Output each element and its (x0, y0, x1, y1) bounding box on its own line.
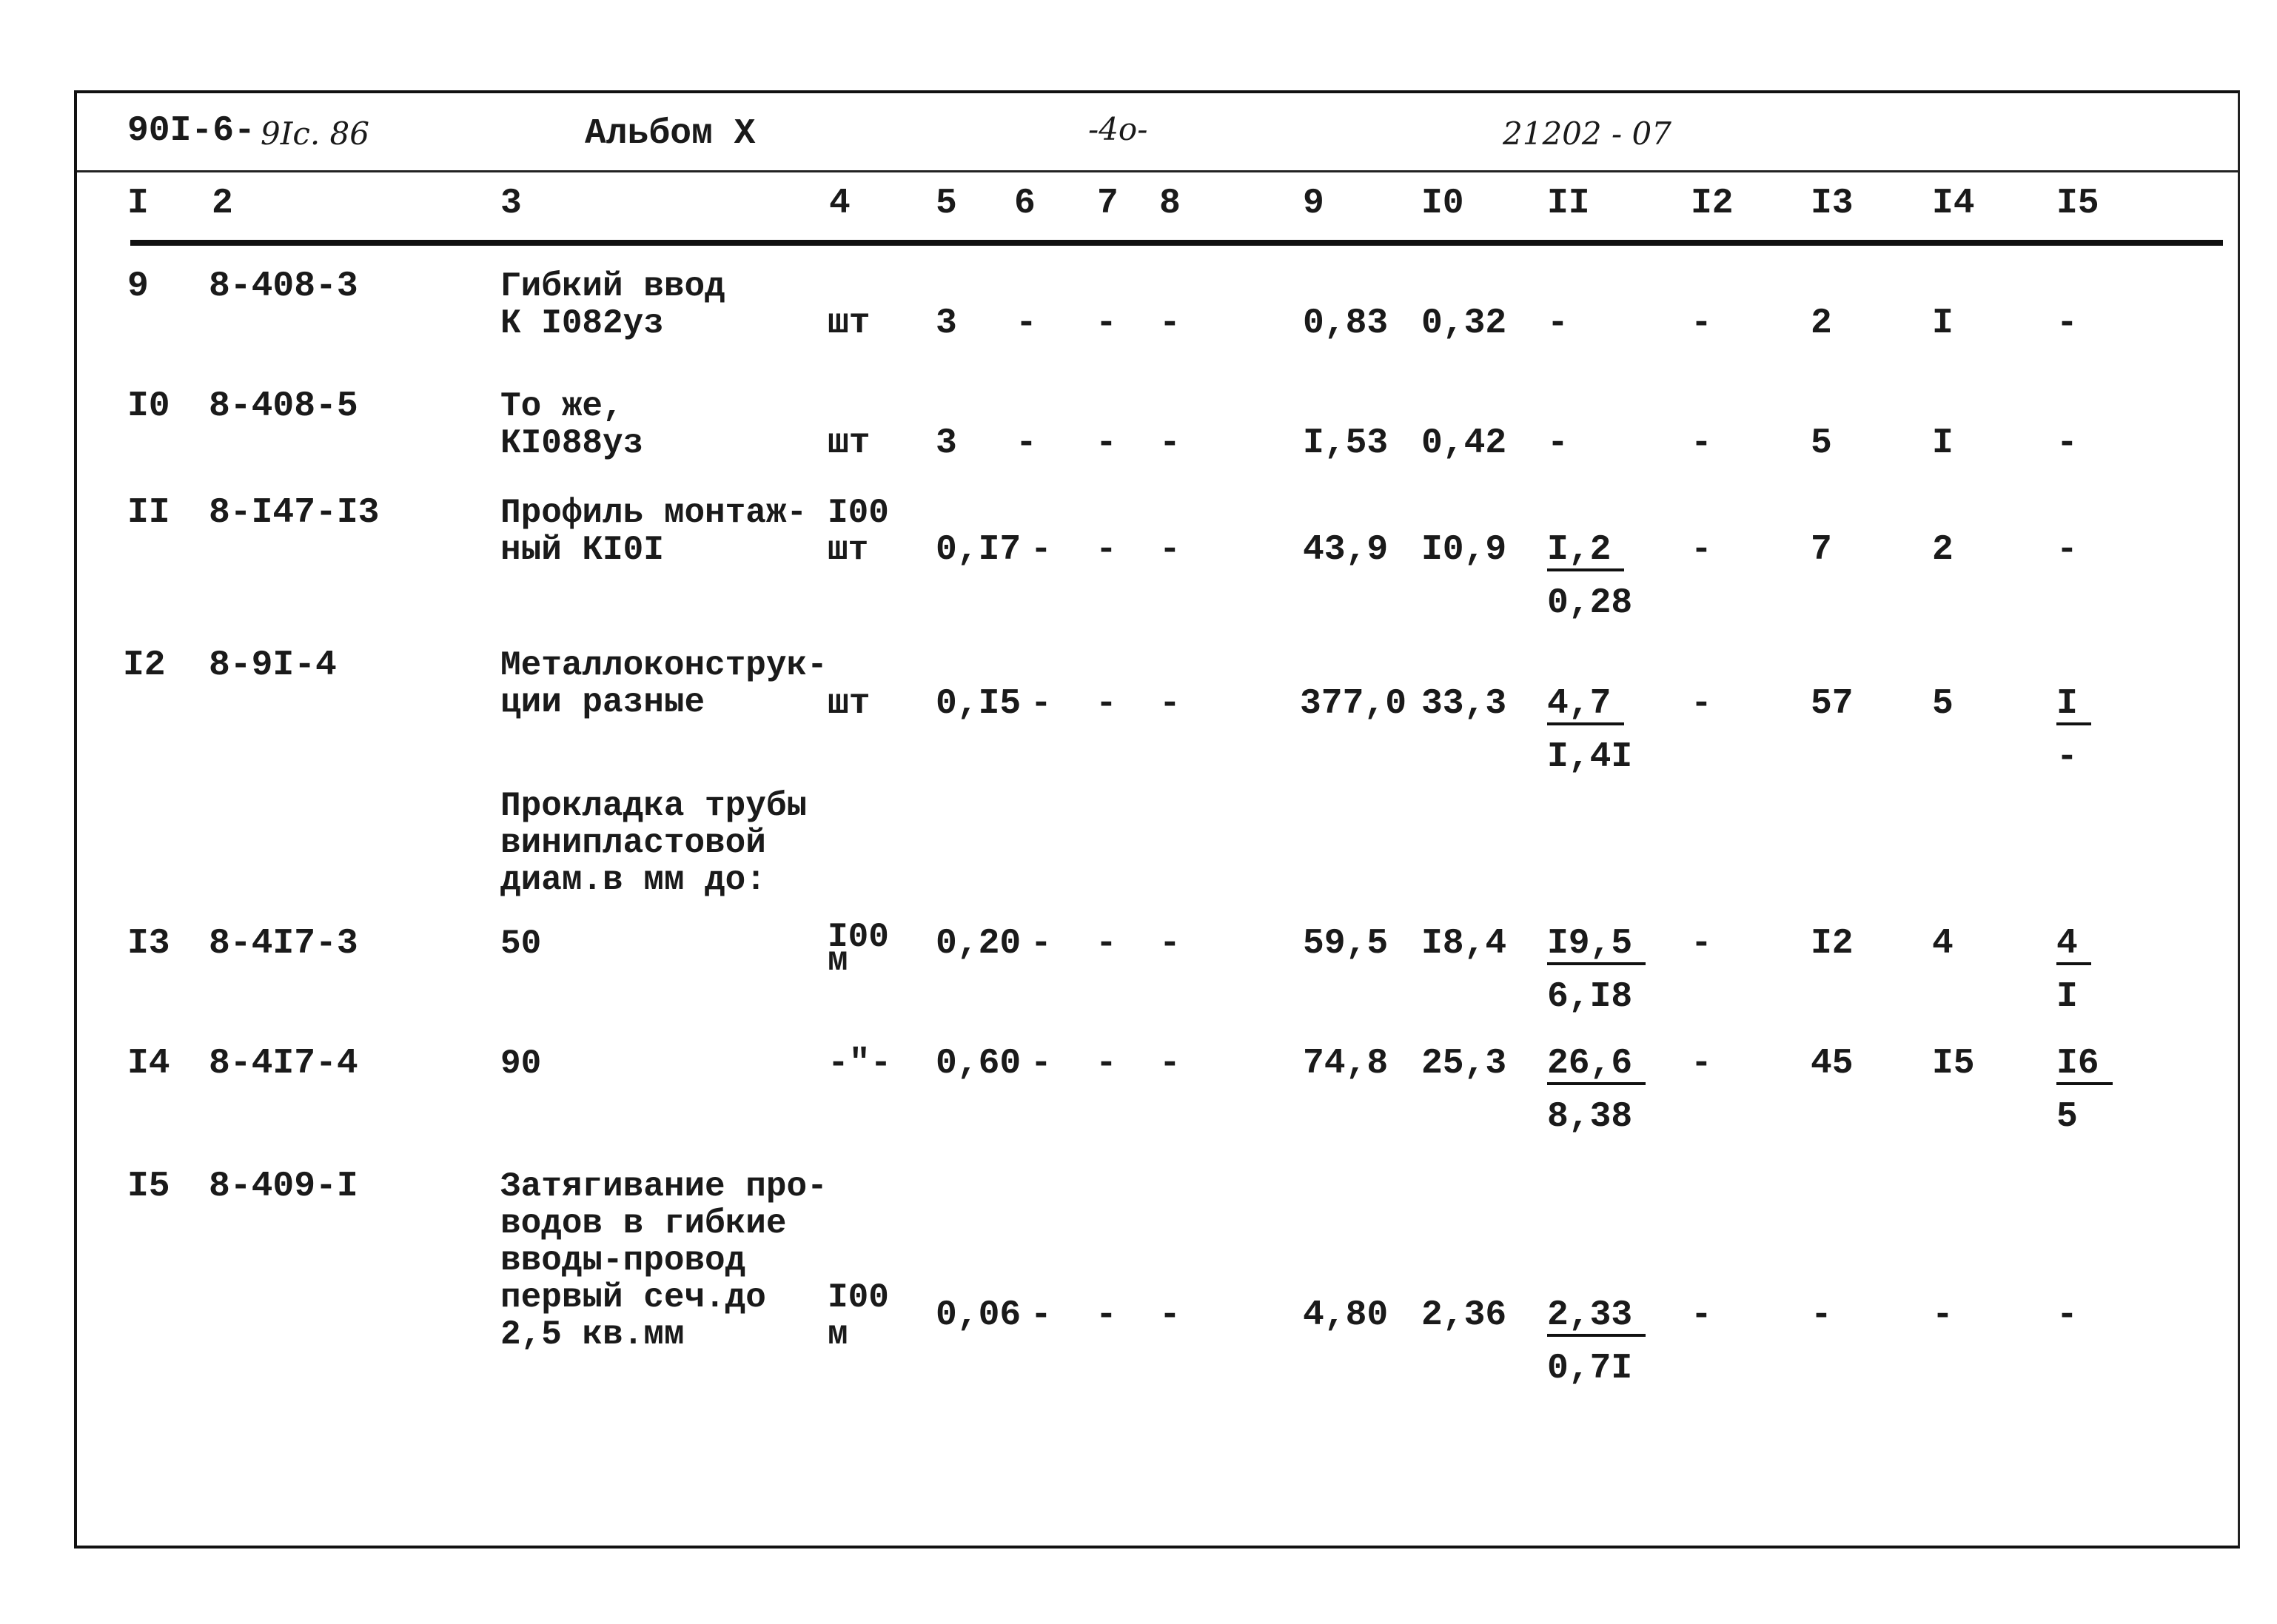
row-col11: - (1547, 423, 1569, 463)
row-code: 8-4I7-4 (209, 1044, 358, 1084)
row-col14: I (1932, 303, 1954, 343)
row-col11-fraction (1547, 925, 1646, 1016)
row-col9: 74,8 (1303, 1044, 1389, 1084)
fraction-numerator: I6 (2056, 1045, 2113, 1085)
album-title: Альбом X (585, 114, 756, 154)
row-col13: 2 (1811, 303, 1832, 343)
row-description: Гибкий ввод К I082уз (500, 267, 725, 343)
row-col13: 45 (1811, 1044, 1854, 1084)
fraction-numerator: I9,5 (1547, 925, 1646, 965)
fraction-denominator: 5 (2056, 1097, 2078, 1137)
row-col7: - (1096, 303, 1117, 343)
row-col9: 0,83 (1303, 303, 1389, 343)
col-header-10: I0 (1421, 184, 1464, 224)
row-col10: 0,32 (1421, 303, 1507, 343)
row-col15: - (2056, 1295, 2078, 1335)
row-col10: 2,36 (1421, 1295, 1507, 1335)
row-col14: - (1932, 1295, 1954, 1335)
row-code: 8-409-I (209, 1167, 358, 1207)
row-number: I5 (127, 1167, 170, 1207)
row-description: 90 (500, 1044, 542, 1083)
row-unit: шт (828, 303, 871, 343)
row-col9: 43,9 (1303, 530, 1389, 570)
fraction-denominator: I,4I (1547, 737, 1633, 777)
row-col8: - (1159, 1295, 1181, 1335)
row-col10: 25,3 (1421, 1044, 1507, 1084)
row-col8: - (1159, 684, 1181, 724)
row-col8: - (1159, 924, 1181, 964)
row-col9: I,53 (1303, 423, 1389, 463)
row-col6: - (1016, 303, 1037, 343)
row-unit: I00 м (828, 1278, 889, 1354)
page-number: -4o- (1088, 111, 1148, 147)
row-col15: - (2056, 303, 2078, 343)
row-col10: I0,9 (1421, 530, 1507, 570)
row-number: I3 (127, 924, 170, 964)
row-col6: - (1030, 684, 1052, 724)
row-col15: - (2056, 423, 2078, 463)
row-col8: - (1159, 1044, 1181, 1084)
row-col7: - (1096, 530, 1117, 570)
col-header-6: 6 (1014, 184, 1036, 224)
row-col6: - (1016, 423, 1037, 463)
row-col9: 377,0 (1300, 684, 1407, 724)
row-description: 50 (500, 925, 542, 963)
col-header-8: 8 (1159, 184, 1181, 224)
col-header-2: 2 (212, 184, 233, 224)
row-col15: - (2056, 530, 2078, 570)
fraction-denominator: 0,28 (1547, 583, 1633, 623)
fraction-numerator: 4 (2056, 925, 2091, 965)
row-col12: - (1691, 1044, 1712, 1084)
row-code: 8-408-5 (209, 386, 358, 426)
row-col7: - (1096, 1295, 1117, 1335)
row-number: II (127, 493, 170, 533)
row-col8: - (1159, 530, 1181, 570)
fraction-numerator: 2,33 (1547, 1297, 1646, 1337)
row-col5: 3 (936, 303, 957, 343)
row-col8: - (1159, 423, 1181, 463)
row-col10: 0,42 (1421, 423, 1507, 463)
fraction-denominator: - (2056, 737, 2078, 777)
row-description: Затягивание про- водов в гибкие вводы-провод первый сеч.до 2,5 кв.мм (500, 1167, 828, 1354)
row-col7: - (1096, 423, 1117, 463)
row-col13: I2 (1811, 924, 1854, 964)
col-header-13: I3 (1811, 184, 1854, 224)
row-number: 9 (127, 266, 149, 306)
col-header-11: II (1547, 184, 1590, 224)
row-col5: 0,I7 (936, 530, 1022, 570)
fraction-denominator: I (2056, 977, 2078, 1017)
row-description: То же, КI088уз (500, 387, 644, 463)
row-col14: I (1932, 423, 1954, 463)
col-header-4: 4 (829, 184, 851, 224)
row-col12: - (1691, 924, 1712, 964)
row-description: Металлоконструк- ции разные (500, 646, 828, 722)
col-header-12: I2 (1691, 184, 1734, 224)
row-unit: шт (828, 684, 871, 724)
row-col14: 2 (1932, 530, 1954, 570)
fraction-numerator: 26,6 (1547, 1045, 1646, 1085)
row-col5: 0,I5 (936, 684, 1022, 724)
fraction-denominator: 6,I8 (1547, 977, 1633, 1017)
row-col12: - (1691, 303, 1712, 343)
row-col6: - (1030, 530, 1052, 570)
row-code: 8-9I-4 (209, 645, 337, 685)
row-code: 8-I47-I3 (209, 493, 380, 533)
fraction-numerator: I (2056, 685, 2091, 725)
row-description: Профиль монтаж- ный КI0I (500, 494, 808, 569)
row-col5: 3 (936, 423, 957, 463)
col-header-1: I (127, 184, 149, 224)
fraction-denominator: 8,38 (1547, 1097, 1633, 1137)
row-col13: 7 (1811, 530, 1832, 570)
section-label: Прокладка трубы винипластовой диам.в мм до: (500, 787, 808, 899)
row-col7: - (1096, 924, 1117, 964)
fraction-numerator: 4,7 (1547, 685, 1624, 725)
row-col11-fraction (1547, 1297, 1646, 1387)
col-header-7: 7 (1097, 184, 1119, 224)
row-col13: 57 (1811, 684, 1854, 724)
row-unit: I00 шт (828, 494, 889, 569)
doc-code: 90I-6- (127, 111, 255, 151)
row-col11-fraction (1547, 531, 1632, 622)
fraction-numerator: I,2 (1547, 531, 1624, 571)
row-col8: - (1159, 303, 1181, 343)
row-col14: I5 (1932, 1044, 1975, 1084)
row-code: 8-408-3 (209, 266, 358, 306)
row-col10: I8,4 (1421, 924, 1507, 964)
row-col11: - (1547, 303, 1569, 343)
row-col10: 33,3 (1421, 684, 1507, 724)
row-col13: - (1811, 1295, 1832, 1335)
row-col9: 4,80 (1303, 1295, 1389, 1335)
row-col5: 0,06 (936, 1295, 1022, 1335)
row-col12: - (1691, 530, 1712, 570)
row-number: I2 (123, 645, 166, 685)
doc-code-handwritten: 9Ic. 86 (261, 115, 369, 152)
row-col12: - (1691, 423, 1712, 463)
row-col7: - (1096, 1044, 1117, 1084)
col-header-9: 9 (1303, 184, 1324, 224)
col-header-14: I4 (1932, 184, 1975, 224)
col-header-3: 3 (500, 184, 522, 224)
col-header-5: 5 (936, 184, 957, 224)
row-col12: - (1691, 1295, 1712, 1335)
row-col14: 5 (1932, 684, 1954, 724)
row-col15-fraction (2056, 1045, 2113, 1135)
row-col14: 4 (1932, 924, 1954, 964)
fraction-denominator: 0,7I (1547, 1349, 1633, 1389)
row-col5: 0,20 (936, 924, 1022, 964)
row-col11-fraction (1547, 685, 1632, 776)
document-sheet (74, 90, 2240, 1548)
row-col6: - (1030, 1295, 1052, 1335)
row-col9: 59,5 (1303, 924, 1389, 964)
row-unit: -"- (828, 1044, 892, 1084)
row-col12: - (1691, 684, 1712, 724)
row-col6: - (1030, 1044, 1052, 1084)
row-col15-fraction (2056, 925, 2091, 1016)
project-number: 21202 - 07 (1503, 115, 1671, 152)
row-number: I0 (127, 386, 170, 426)
row-code: 8-4I7-3 (209, 924, 358, 964)
row-col5: 0,60 (936, 1044, 1022, 1084)
row-number: I4 (127, 1044, 170, 1084)
column-header-divider (130, 240, 2223, 246)
col-header-15: I5 (2056, 184, 2099, 224)
row-unit: I00 м (828, 918, 889, 980)
row-unit: шт (828, 423, 871, 463)
row-col13: 5 (1811, 423, 1832, 463)
row-col11-fraction (1547, 1045, 1646, 1135)
row-col7: - (1096, 684, 1117, 724)
header-divider (77, 170, 2238, 172)
row-col6: - (1030, 924, 1052, 964)
row-col15-fraction (2056, 685, 2091, 776)
